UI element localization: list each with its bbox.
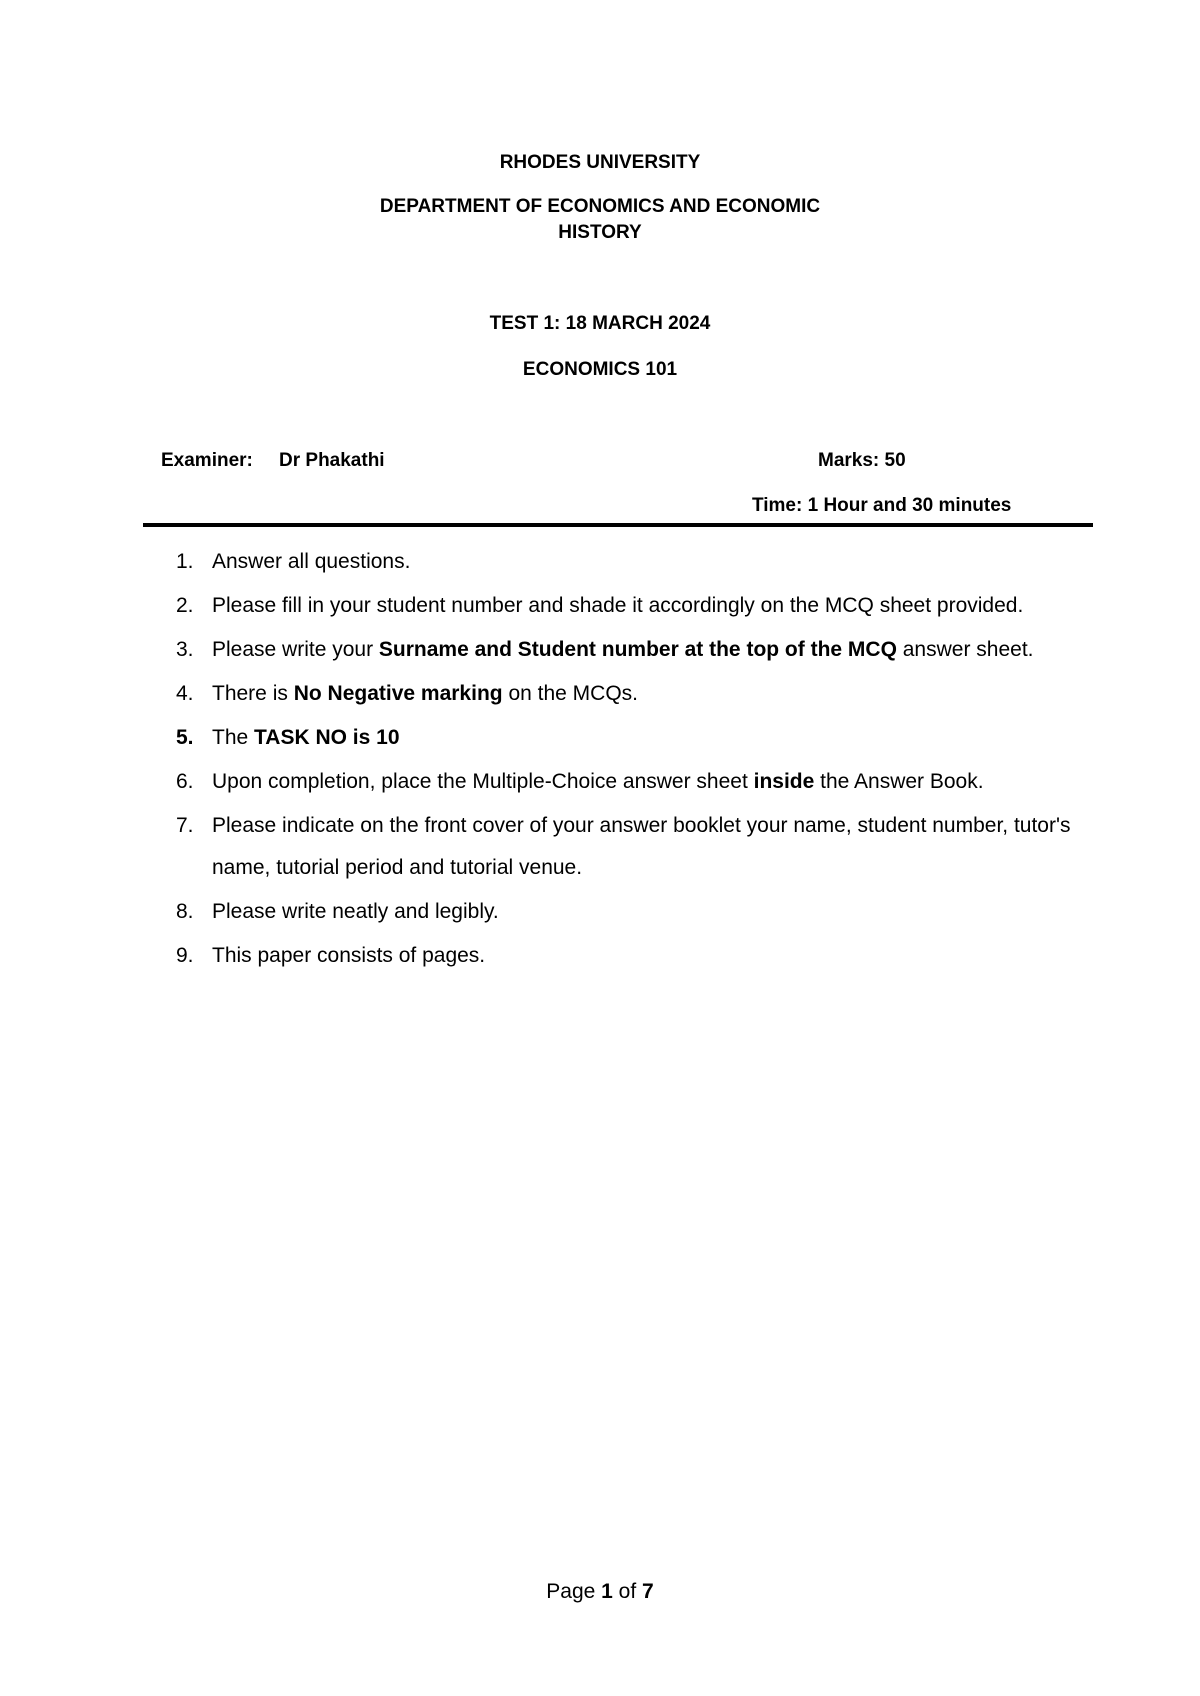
instruction-text-part: This paper consists of pages. [212,944,486,967]
examiner-label: Examiner: [161,450,253,471]
instruction-text [212,770,984,793]
instruction-text [212,550,410,573]
instruction-item [0,717,1200,759]
page-word: Page [546,1580,602,1603]
instruction-text-bold: TASK NO is 10 [254,726,400,749]
instruction-text-part: Please write neatly and legibly. [212,900,499,923]
instruction-number: 5. [176,726,194,749]
page-total: 7 [642,1580,654,1603]
instruction-text-bold: Surname and Student number at the top of the MCQ [378,638,897,661]
instruction-number: 3. [176,638,194,661]
university-name: RHODES UNIVERSITY [499,152,701,173]
department-name-line2: HISTORY [558,222,642,243]
instruction-number: 8. [176,900,194,923]
instruction-text [212,726,400,749]
page-current: 1 [601,1580,613,1603]
instruction-text-part: on the MCQs. [502,682,638,705]
instruction-text [212,594,1023,617]
course-title: ECONOMICS 101 [522,359,678,380]
instruction-number: 9. [176,944,194,967]
test-title: TEST 1: 18 MARCH 2024 [489,313,711,334]
instruction-text [212,814,1071,879]
instruction-text-part: The [212,726,255,749]
instruction-item [0,891,1200,933]
instruction-number: 7. [176,814,194,837]
marks: Marks: 50 [818,450,906,471]
instruction-item [0,935,1200,977]
instruction-text-part: Upon completion, place the Multiple-Choice answer sheet [212,770,754,793]
instruction-text [212,682,638,705]
instruction-text-part: Answer all questions. [212,550,411,573]
instruction-text-part: Please indicate on the front cover of your answer booklet your name, student number, tutor's name, tutorial period and tutorial venue. [212,814,1071,879]
instruction-item [0,541,1200,583]
instruction-item [0,805,1200,889]
instruction-number: 1. [176,550,194,573]
page-footer [0,1578,1200,1606]
instruction-text-part: the Answer Book. [814,770,984,793]
instruction-item [0,761,1200,803]
instruction-number: 2. [176,594,194,617]
instruction-text [212,900,499,923]
instruction-number: 6. [176,770,194,793]
examiner-name: Dr Phakathi [279,450,385,471]
instruction-item [0,629,1200,671]
instruction-text [212,944,485,967]
header-divider [143,523,1093,527]
time-allowed: Time: 1 Hour and 30 minutes [752,495,1012,516]
of-word: of [612,1580,643,1603]
instruction-item [0,673,1200,715]
instructions-list [0,541,1200,979]
instruction-text-part: Please fill in your student number and shade it accordingly on the MCQ sheet provided. [212,594,1024,617]
instruction-number: 4. [176,682,194,705]
instruction-text-bold: No Negative marking [293,682,503,705]
instruction-text-part: There is [212,682,294,705]
instruction-text-part: Please write your [212,638,379,661]
department-name-line1: DEPARTMENT OF ECONOMICS AND ECONOMIC [379,196,821,217]
instruction-text [212,638,1034,661]
instruction-item [0,585,1200,627]
instruction-text-bold: inside [753,770,815,793]
instruction-text-part: answer sheet. [896,638,1034,661]
